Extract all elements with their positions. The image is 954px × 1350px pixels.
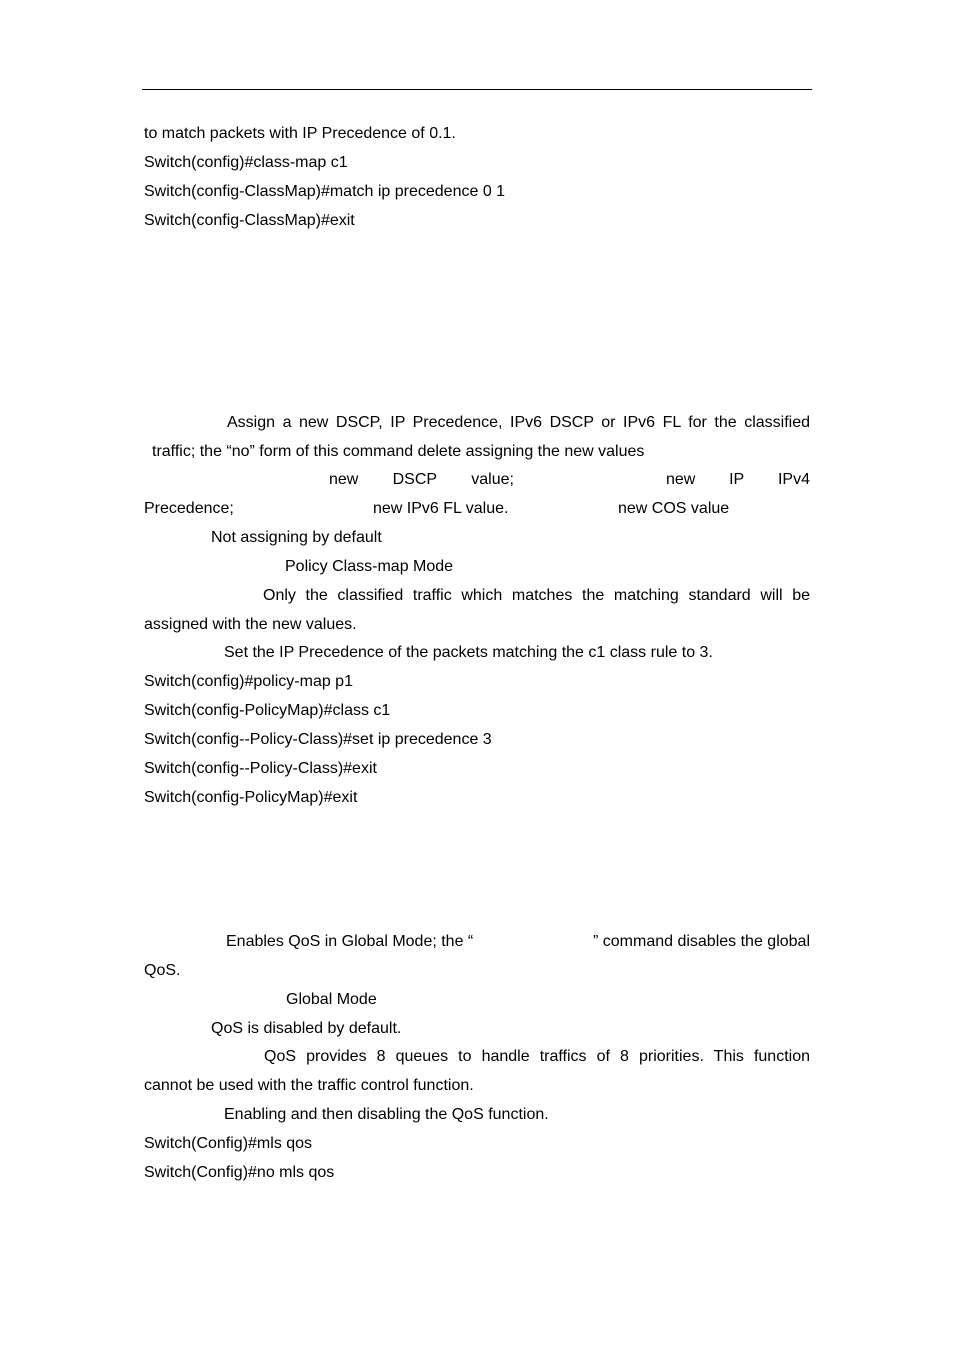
code-line: Switch(config--Policy-Class)#exit bbox=[144, 760, 377, 777]
parameter-text-left bbox=[329, 470, 514, 490]
code-line: Switch(config--Policy-Class)#set ip precedence 3 bbox=[144, 731, 492, 748]
mode-text: Global Mode bbox=[286, 991, 377, 1008]
code-line: Switch(config-PolicyMap)#class c1 bbox=[144, 702, 391, 719]
param-word: new bbox=[329, 471, 359, 488]
default-text: Not assigning by default bbox=[211, 529, 382, 546]
code-line: Switch(Config)#mls qos bbox=[144, 1135, 313, 1152]
code-line: Switch(config-ClassMap)#match ip precedence 0 1 bbox=[144, 183, 506, 200]
code-line: Switch(Config)#no mls qos bbox=[144, 1164, 335, 1181]
parameter-text: new COS value bbox=[618, 500, 730, 517]
function-text: Assign a new DSCP, IP Precedence, IPv6 DSCP or IPv6 FL for the classified bbox=[227, 414, 810, 431]
function-text-continued: QoS. bbox=[144, 962, 181, 979]
usage-text-continued: assigned with the new values. bbox=[144, 616, 357, 633]
param-word: value; bbox=[471, 471, 514, 488]
example-text: Set the IP Precedence of the packets matching the c1 class rule to 3. bbox=[224, 644, 713, 661]
example-text: Enabling and then disabling the QoS function. bbox=[224, 1106, 549, 1123]
param-word: IPv4 bbox=[777, 471, 810, 488]
usage-text: Only the classified traffic which matches the matching standard will be bbox=[263, 587, 810, 604]
usage-text-continued: cannot be used with the traffic control function. bbox=[144, 1077, 474, 1094]
param-word: DSCP bbox=[392, 471, 438, 488]
code-line: Switch(config)#policy-map p1 bbox=[144, 673, 353, 690]
function-text-continued: traffic; the “no” form of this command delete assigning the new values bbox=[152, 443, 645, 460]
mode-text: Policy Class-map Mode bbox=[285, 558, 454, 575]
code-line: Switch(config-ClassMap)#exit bbox=[144, 212, 355, 229]
function-text: Enables QoS in Global Mode; the “ bbox=[226, 933, 474, 950]
param-word: IP bbox=[729, 471, 745, 488]
function-text: ” command disables the global bbox=[592, 933, 810, 950]
body-text: to match packets with IP Precedence of 0.1. bbox=[144, 125, 456, 142]
code-line: Switch(config)#class-map c1 bbox=[144, 154, 348, 171]
default-text: QoS is disabled by default. bbox=[211, 1020, 402, 1037]
parameter-text: Precedence; bbox=[144, 500, 234, 517]
parameter-text-right bbox=[666, 470, 810, 490]
parameter-text: new IPv6 FL value. bbox=[373, 500, 509, 517]
usage-text: QoS provides 8 queues to handle traffics of 8 priorities. This function bbox=[264, 1048, 810, 1065]
param-word: new bbox=[666, 471, 696, 488]
header-rule bbox=[142, 89, 812, 90]
code-line: Switch(config-PolicyMap)#exit bbox=[144, 789, 358, 806]
